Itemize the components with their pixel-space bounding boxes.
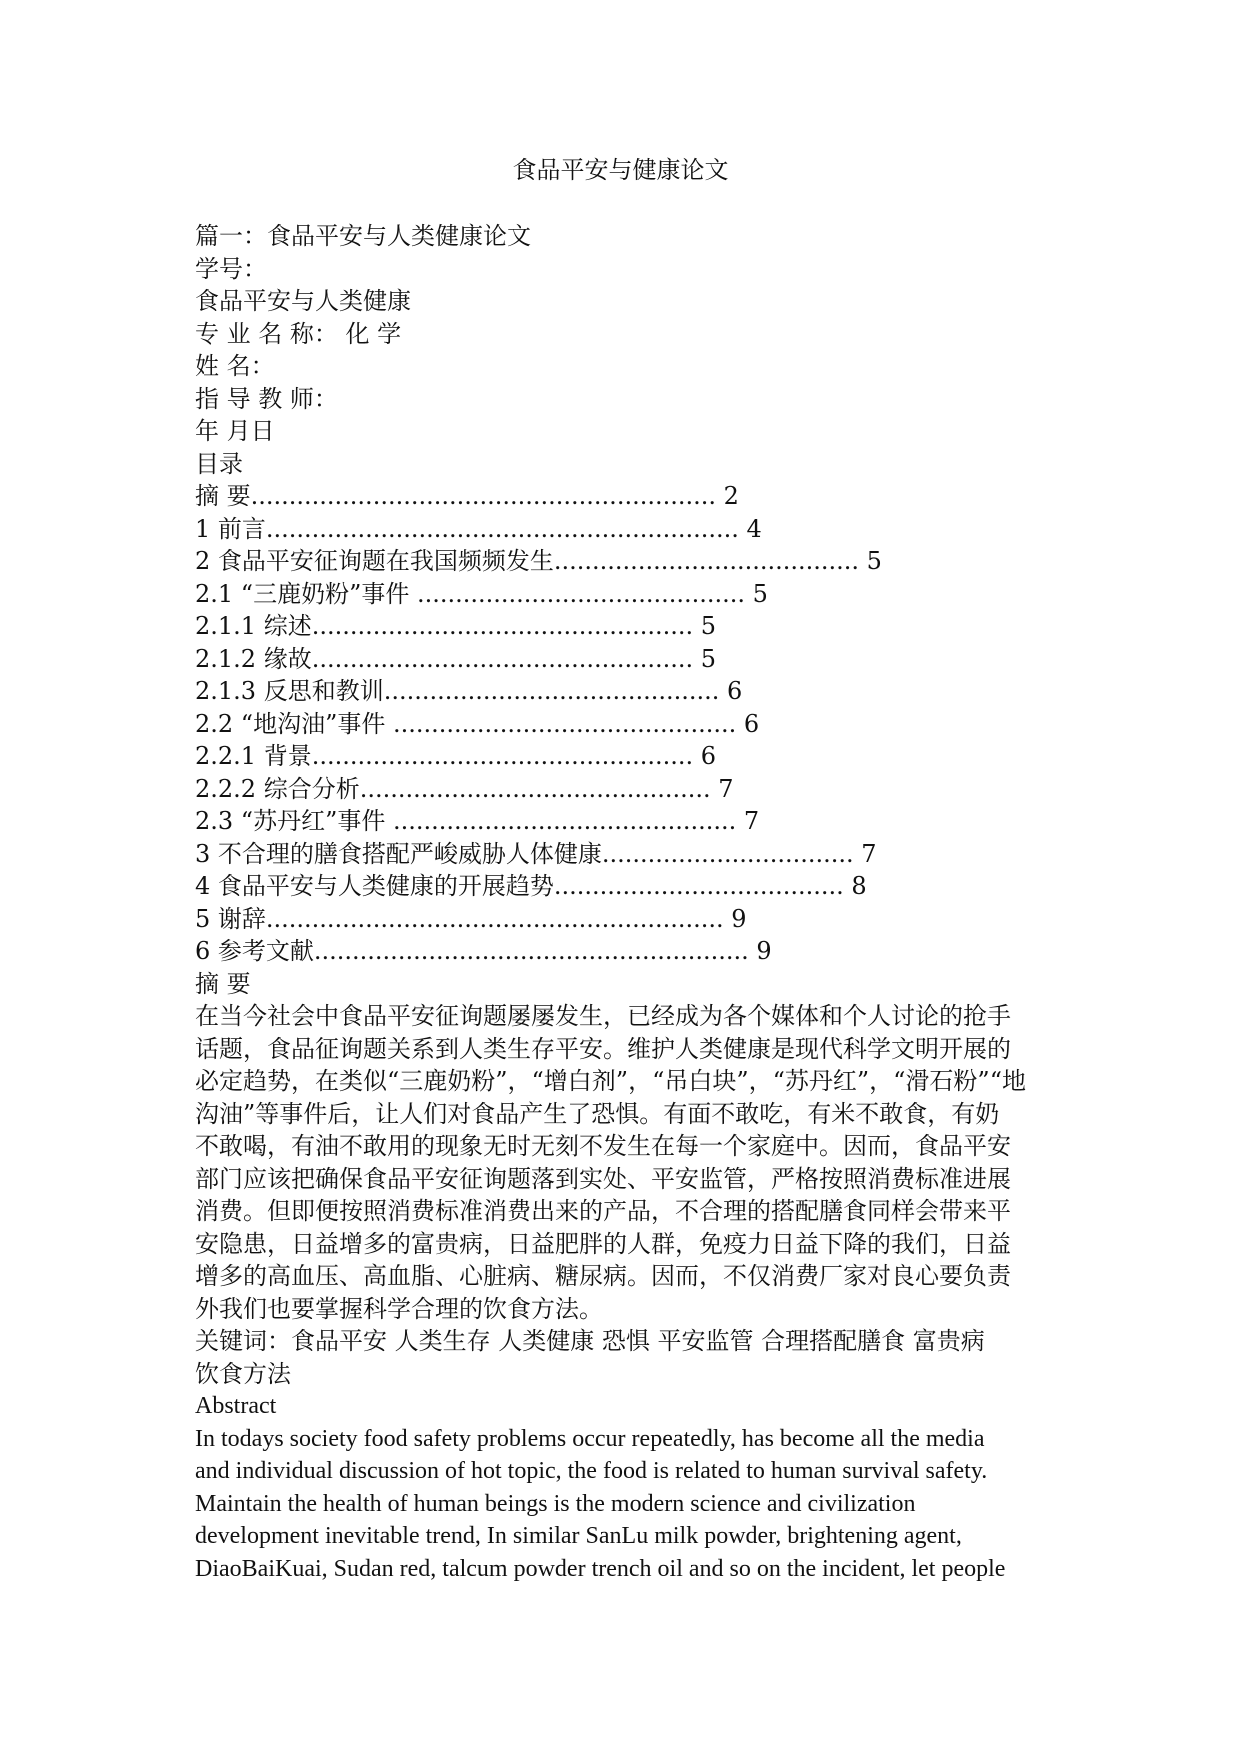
- major-label: 专 业 名 称： 化 学: [195, 319, 402, 348]
- english-abstract-heading: Abstract: [195, 1393, 277, 1419]
- toc-item: 6 参考文献......................................................... 9: [195, 937, 772, 965]
- abstract-line: 在当今社会中食品平安征询题屡屡发生，已经成为各个媒体和个人讨论的抢手: [195, 1002, 1011, 1030]
- page-title: 食品平安与健康论文: [512, 156, 729, 184]
- toc-item: 4 食品平安与人类健康的开展趋势...................................... 8: [195, 872, 867, 900]
- english-abstract: [195, 1390, 1055, 1585]
- toc-item: 2.1.3 反思和教训............................................ 6: [195, 677, 743, 705]
- front-matter: [195, 220, 1055, 480]
- name-label: 姓 名：: [195, 352, 275, 380]
- abstract-line: 沟油”等事件后，让人们对食品产生了恐惧。有面不敢吃，有米不敢食，有奶: [195, 1099, 1000, 1128]
- keywords: [195, 1325, 1055, 1390]
- section-heading: 篇一：食品平安与人类健康论文: [195, 222, 531, 250]
- abstract-line: 外我们也要掌握科学合理的饮食方法。: [195, 1294, 603, 1323]
- english-abstract-line: and individual discussion of hot topic, the food is related to human survival safety.: [195, 1458, 988, 1484]
- student-id-label: 学号：: [195, 254, 267, 283]
- abstract-heading: 摘 要: [195, 969, 251, 998]
- toc-item: 3 不合理的膳食搭配严峻威胁人体健康................................. 7: [195, 839, 877, 868]
- abstract-line: 部门应该把确保食品平安征询题落到实处、平安监管，严格按照消费标准进展: [195, 1164, 1011, 1193]
- thesis-title: 食品平安与人类健康: [195, 287, 411, 315]
- english-abstract-line: In todays society food safety problems occur repeatedly, has become all the media: [195, 1425, 985, 1452]
- advisor-label: 指 导 教 师：: [195, 384, 338, 413]
- toc-item: 摘 要............................................................. 2: [195, 482, 739, 510]
- toc-item: 2.1 “三鹿奶粉”事件 ........................................... 5: [195, 579, 768, 608]
- abstract-line: 增多的高血压、高血脂、心脏病、糖尿病。因而，不仅消费厂家对良心要负责: [195, 1262, 1011, 1290]
- keywords-line: 关键词：食品平安 人类生存 人类健康 恐惧 平安监管 合理搭配膳食 富贵病: [195, 1327, 985, 1355]
- toc-item: 2.2.1 背景.................................................. 6: [195, 742, 717, 770]
- english-abstract-line: development inevitable trend, In similar SanLu milk powder, brightening agent,: [195, 1523, 962, 1549]
- abstract-line: 话题，食品征询题关系到人类生存平安。维护人类健康是现代科学文明开展的: [195, 1034, 1011, 1063]
- abstract-paragraph: [195, 1000, 1055, 1325]
- keywords-line: 饮食方法: [195, 1359, 291, 1388]
- table-of-contents: [195, 480, 1055, 968]
- english-abstract-line: DiaoBaiKuai, Sudan red, talcum powder trench oil and so on the incident, let people: [195, 1555, 1006, 1582]
- toc-item: 2.2 “地沟油”事件 ............................................. 6: [195, 709, 760, 738]
- abstract-line: 不敢喝，有油不敢用的现象无时无刻不发生在每一个家庭中。因而，食品平安: [195, 1132, 1011, 1160]
- english-abstract-line: Maintain the health of human beings is the modern science and civilization: [195, 1490, 916, 1517]
- toc-item: 2.1.1 综述.................................................. 5: [195, 612, 717, 640]
- toc-item: 2.2.2 综合分析.............................................. 7: [195, 774, 734, 803]
- document-body: [195, 220, 1055, 1585]
- toc-item: 5 谢辞............................................................ 9: [195, 904, 747, 933]
- abstract-line: 安隐患，日益增多的富贵病，日益肥胖的人群，免疫力日益下降的我们，日益: [195, 1229, 1011, 1258]
- toc-heading: 目录: [195, 449, 243, 478]
- toc-item: 2.3 “苏丹红”事件 ............................................. 7: [195, 807, 760, 835]
- date-label: 年 月日: [195, 417, 275, 445]
- toc-item: 1 前言.............................................................. 4: [195, 514, 762, 543]
- abstract-line: 消费。但即便按照消费标准消费出来的产品，不合理的搭配膳食同样会带来平: [195, 1197, 1011, 1225]
- toc-item: 2.1.2 缘故.................................................. 5: [195, 644, 717, 673]
- toc-item: 2 食品平安征询题在我国频频发生........................................ 5: [195, 547, 882, 575]
- abstract-line: 必定趋势，在类似“三鹿奶粉”，“增白剂”，“吊白块”，“苏丹红”，“滑石粉”“地: [195, 1067, 1026, 1095]
